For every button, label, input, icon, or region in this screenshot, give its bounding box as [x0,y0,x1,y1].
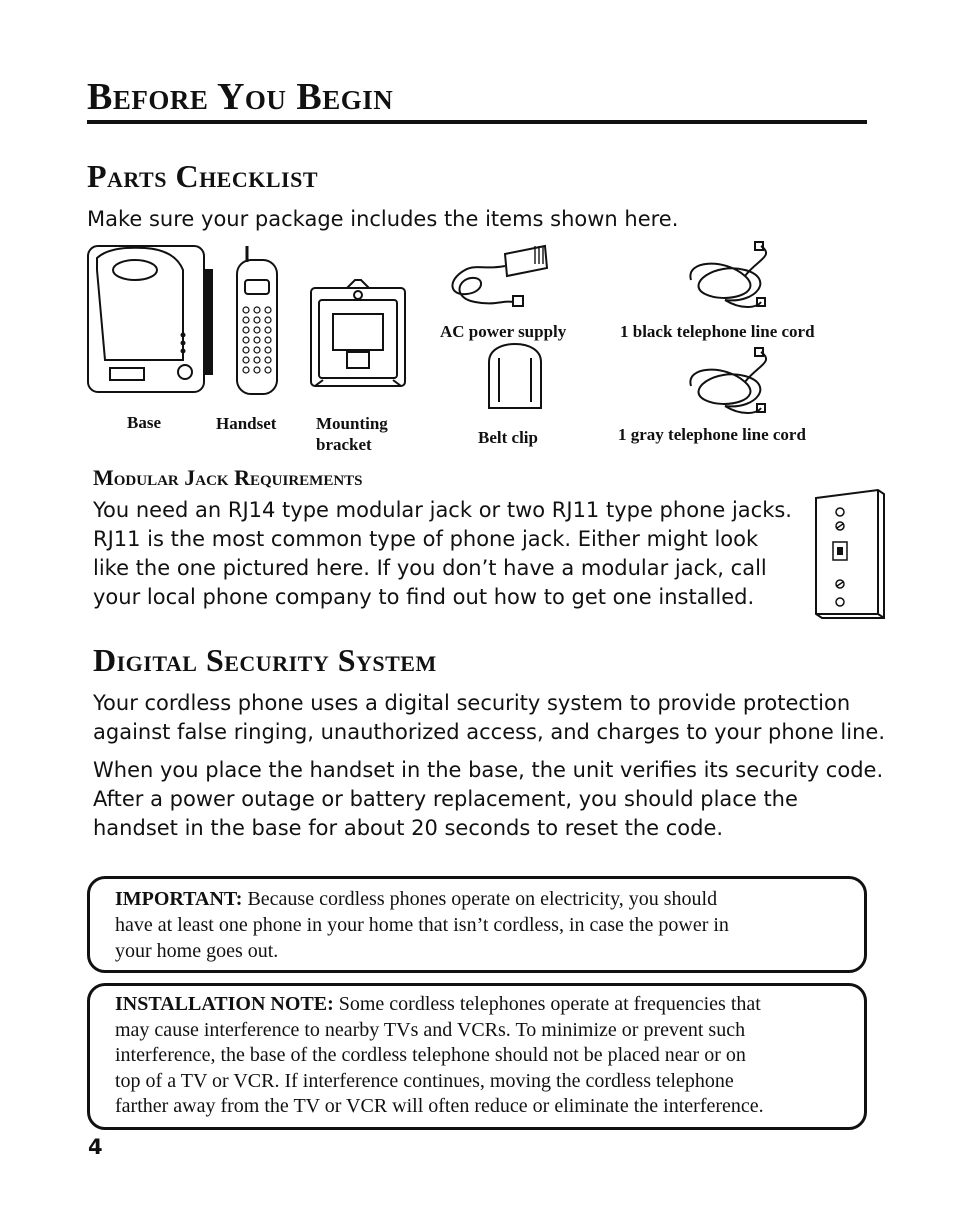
gray-cord-illustration [690,348,766,413]
installation-line-2: may cause interference to nearby TVs and VCRs. To minimize or prevent such [115,1018,746,1041]
installation-line-5: farther away from the TV or VCR will often reduce or eliminate the interference. [115,1095,764,1117]
ac-power-supply-illustration [452,246,547,306]
wall-jack-illustration [810,486,890,622]
security-para-1 [93,689,893,747]
security-line: against false ringing, unauthorized access, and charges to your phone line. [93,720,886,744]
caption-black-cord: 1 black telephone line cord [620,322,815,341]
important-note-text [115,886,860,964]
caption-mounting-bracket-1: Mounting [316,414,388,433]
jack-line: You need an RJ14 type modular jack or two RJ11 type phone jacks. [93,498,792,522]
security-line: After a power outage or battery replacement, you should place the [93,787,798,811]
caption-belt-clip: Belt clip [478,428,538,447]
mounting-bracket-illustration [311,280,405,386]
handset-illustration [237,246,277,394]
caption-handset: Handset [216,414,277,433]
caption-gray-cord: 1 gray telephone line cord [618,425,806,444]
title-rule [87,120,867,124]
caption-mounting-bracket-2: bracket [316,435,372,454]
installation-line-3: interference, the base of the cordless telephone should not be placed near or on [115,1044,746,1066]
important-label: IMPORTANT: [115,888,243,910]
caption-ac-power-supply: AC power supply [440,322,567,341]
jack-line: like the one pictured here. If you don’t have a modular jack, call [93,556,767,580]
important-line-3: your home goes out. [115,940,279,962]
installation-label: INSTALLATION NOTE: [115,993,334,1015]
page-title: Before You Begin [87,76,394,118]
security-para-2 [93,756,893,843]
page-number: 4 [88,1135,103,1159]
base-illustration [88,246,212,392]
installation-note-text [115,992,865,1120]
belt-clip-illustration [489,344,541,408]
security-line: Your cordless phone uses a digital security system to provide protection [93,691,851,715]
modular-jack-text [93,496,793,612]
important-note-box [87,876,867,973]
caption-base: Base [127,413,161,432]
security-line: handset in the base for about 20 seconds to reset the code. [93,816,724,840]
parts-checklist-heading: Parts Checklist [87,158,318,194]
installation-line-4: top of a TV or VCR. If interference continues, moving the cordless telephone [115,1069,734,1092]
security-line: When you place the handset in the base, the unit verifies its security code. [93,758,884,782]
parts-intro: Make sure your package includes the items shown here. [87,207,679,231]
jack-line: your local phone company to find out how to get one installed. [93,585,755,609]
jack-line: RJ11 is the most common type of phone jack. Either might look [93,527,759,551]
black-cord-illustration [690,242,766,307]
important-line-1: IMPORTANT: Because cordless phones operate on electricity, you should [115,888,718,910]
installation-note-box [87,983,867,1130]
installation-line-1: INSTALLATION NOTE: Some cordless telephones operate at frequencies that [115,993,761,1015]
important-line-2: have at least one phone in your home that isn’t cordless, in case the power in [115,914,729,936]
modular-jack-heading: Modular Jack Requirements [93,465,363,490]
security-heading: Digital Security System [93,642,437,678]
